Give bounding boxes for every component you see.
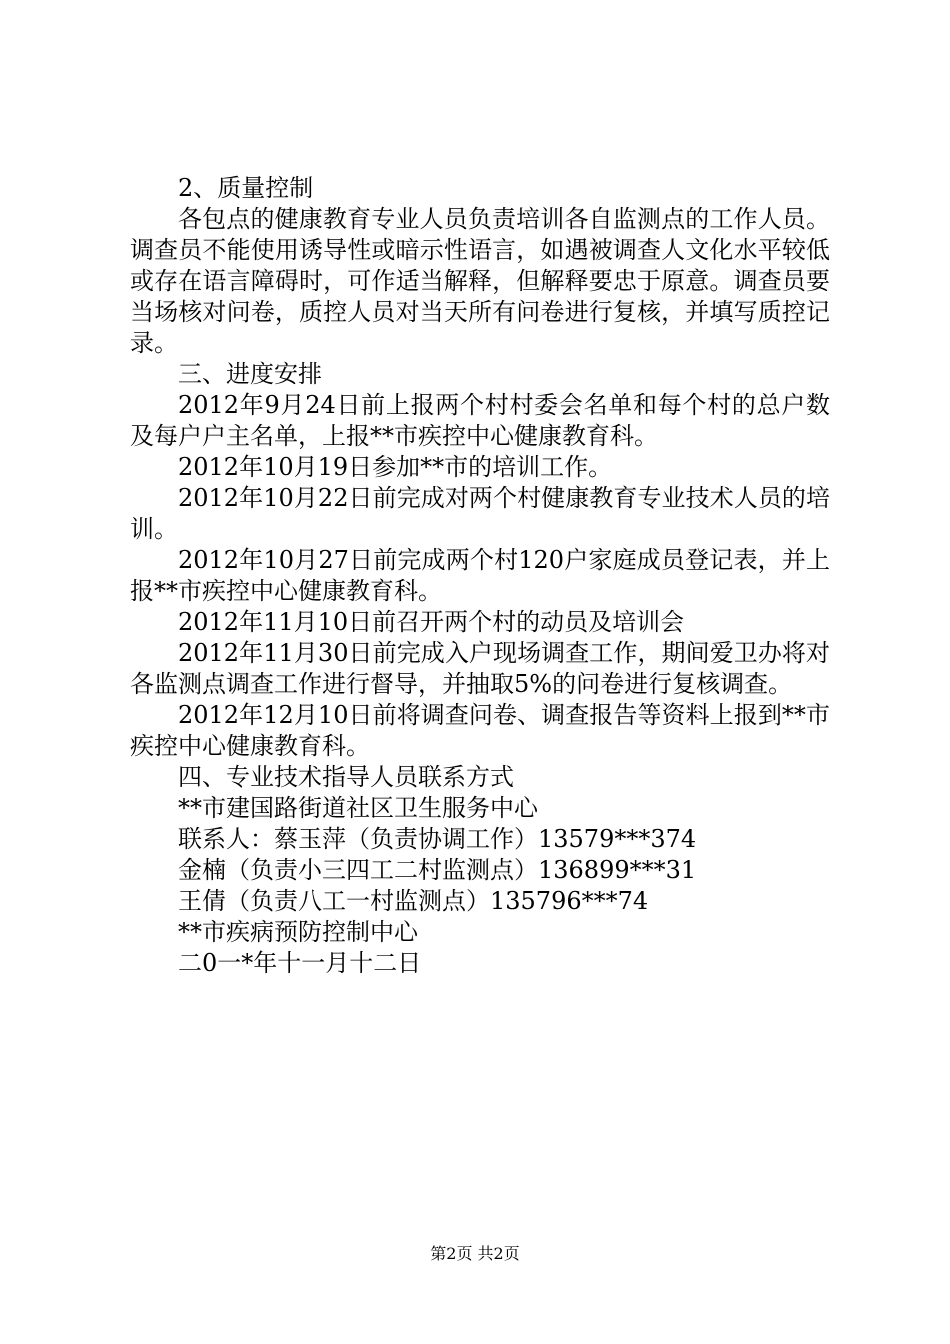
section-heading-schedule: 三、进度安排	[178, 360, 322, 388]
schedule-item-1: 2012年9月24日前上报两个村村委会名单和每个村的总户数及每户户主名单，上报**市疾控中心健康教育科。	[130, 391, 830, 450]
schedule-item-3: 2012年10月22日前完成对两个村健康教育专业技术人员的培训。	[130, 484, 830, 543]
paragraph-quality-control: 各包点的健康教育专业人员负责培训各自监测点的工作人员。调查员不能使用诱导性或暗示性语言，如遇被调查人文化水平较低或存在语言障碍时，可作适当解释，但解释要忠于原意。调查员要当场核对问卷，质控人员对当天所有问卷进行复核，并填写质控记录。	[130, 205, 830, 357]
document-date: 二0一*年十一月十二日	[178, 949, 422, 977]
section-heading-quality-control: 2、质量控制	[178, 174, 314, 202]
contact-person-3: 王倩（负责八工一村监测点）135796***74	[178, 887, 649, 915]
issuing-organization: **市疾病预防控制中心	[178, 918, 418, 946]
schedule-item-2: 2012年10月19日参加**市的培训工作。	[178, 453, 613, 481]
document-body	[130, 173, 830, 979]
schedule-item-7: 2012年12月10日前将调查问卷、调查报告等资料上报到**市疾控中心健康教育科。	[130, 701, 830, 760]
contact-organization: **市建国路街道社区卫生服务中心	[178, 794, 538, 822]
schedule-item-4: 2012年10月27日前完成两个村120户家庭成员登记表，并上报**市疾控中心健康教育科。	[130, 546, 830, 605]
schedule-item-6: 2012年11月30日前完成入户现场调查工作，期间爱卫办将对各监测点调查工作进行督导，并抽取5%的问卷进行复核调查。	[130, 639, 830, 698]
page-number-footer: 第2页 共2页	[430, 1244, 520, 1263]
schedule-item-5: 2012年11月10日前召开两个村的动员及培训会	[178, 608, 685, 636]
contact-person-1: 联系人：蔡玉萍（负责协调工作）13579***374	[178, 825, 697, 853]
contact-person-2: 金楠（负责小三四工二村监测点）136899***31	[178, 856, 697, 884]
section-heading-contacts: 四、专业技术指导人员联系方式	[178, 763, 514, 791]
